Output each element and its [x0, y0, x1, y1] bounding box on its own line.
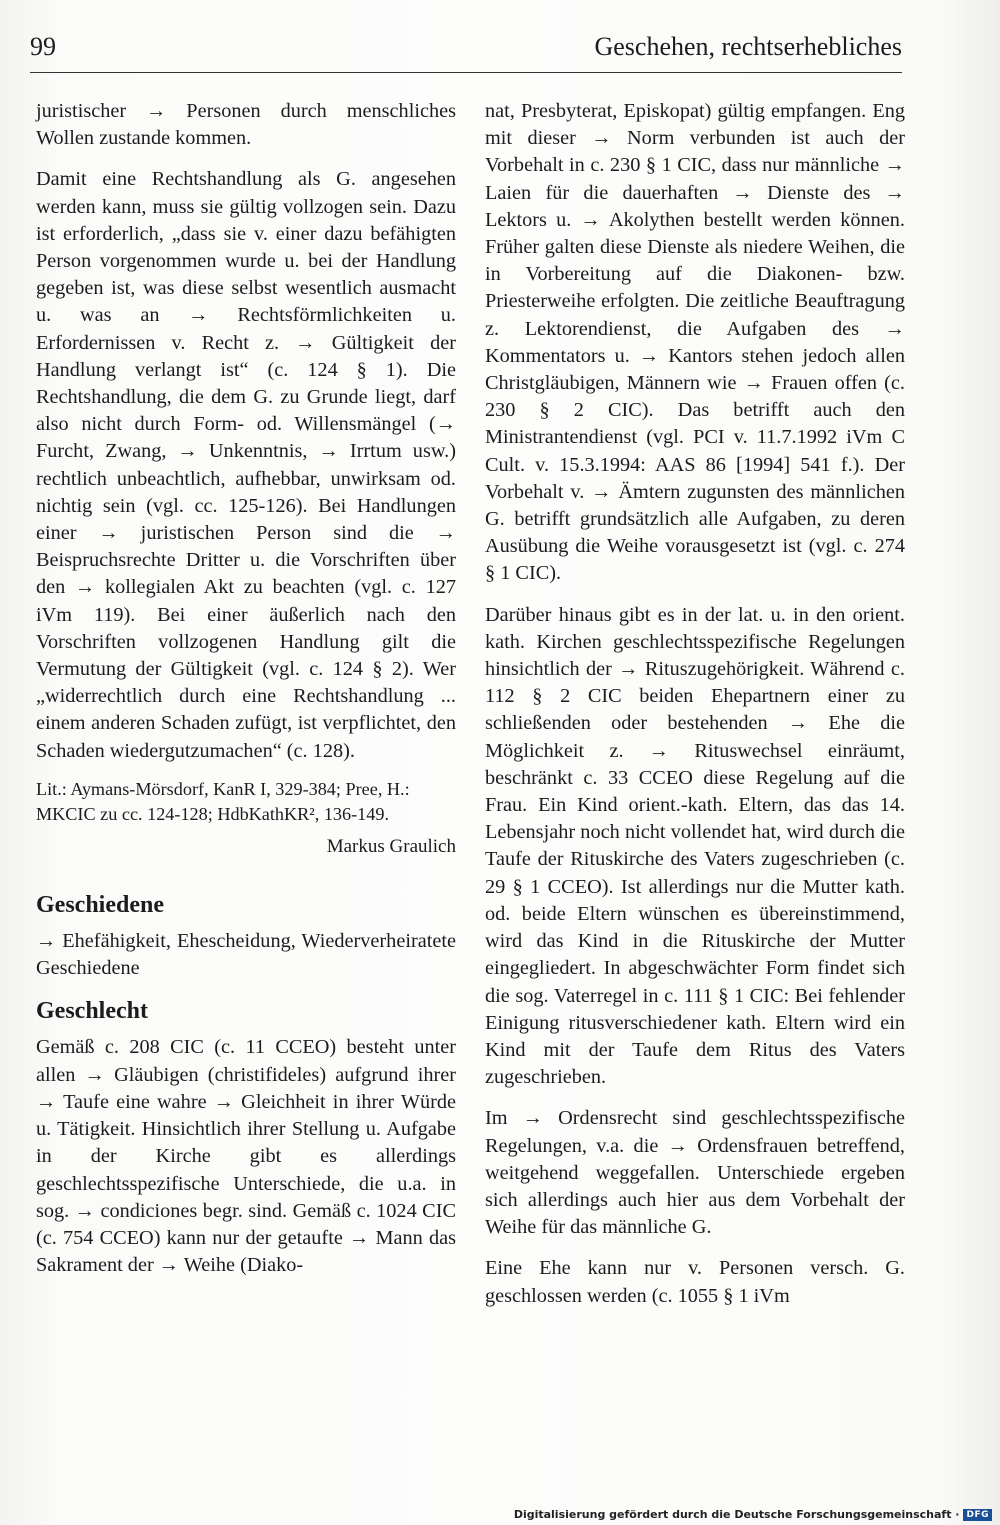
left-column [36, 98, 456, 1293]
literature-references: Lit.: Aymans-Mörsdorf, KanR I, 329-384; Pree, H.: MKCIC zu cc. 124-128; HdbKathKR², 136-149. [36, 778, 410, 824]
page-number: 99 [30, 32, 56, 61]
cross-reference: → Ehefähigkeit, Ehescheidung, Wiederverheiratete Geschiedene [36, 930, 456, 980]
right-column [485, 98, 905, 1324]
digitization-footer [514, 1508, 992, 1521]
author-name: Markus Graulich [326, 835, 456, 857]
paragraph: Damit eine Rechtshandlung als G. angesehen werden kann, muss sie gültig vollzogen sein. Dazu ist erforderlich, „dass sie v. einer dazu befähigten Person vorgenommen wurde u. bei der Handlung gegeben ist, was diese selbst wesentlich ausmacht u. was an → Rechtsförmlichkeiten u. Erfordernissen v. Recht z. → Gültigkeit der Handlung verlangt ist“ (c. 124 § 1). Die Rechtshandlung, die dem G. zu Grunde liegt, darf also nicht durch Form- od. Willensmängel (→ Furcht, Zwang, → Unkenntnis, → Irrtum usw.) rechtlich unbeachtlich, aufhebbar, unwirksam od. nichtig sein (vgl. cc. 125-126). Bei Handlungen einer → juristischen Person sind die → Beispruchsrechte Dritter u. die Vorschriften über den → kollegialen Akt zu beachten (vgl. c. 127 iVm 119). Bei einer äußerlich nach den Vorschriften vollzogenen Handlung gilt die Vermutung der Gültigkeit (vgl. c. 124 § 2). Wer „widerrechtlich durch eine Rechtshandlung ... einem anderen Schaden zufügt, ist verpflichtet, den Schaden wiedergutzumachen“ (c. 128). [36, 168, 456, 762]
dfg-logo: DFG [963, 1509, 992, 1521]
entry-heading-geschiedene: Geschiedene [36, 892, 164, 919]
paragraph: Gemäß c. 208 CIC (c. 11 CCEO) besteht unter allen → Gläubigen (christifideles) aufgrund ihrer → Taufe eine wahre → Gleichheit in ihrer Würde u. Tätigkeit. Hinsichtlich ihrer Stellung u. Aufgabe in der Kirche gibt es allerdings geschlechtsspezifische Unterschiede, die u.a. in sog. → condiciones begr. sind. Gemäß c. 1024 CIC (c. 754 CCEO) kann nur der getaufte → Mann das Sakrament der → Weihe (Diako- [36, 1036, 456, 1277]
entry-heading-geschlecht: Geschlecht [36, 998, 148, 1025]
footer-text: Digitalisierung gefördert durch die Deutsche Forschungsgemeinschaft · [513, 1508, 960, 1521]
paragraph: juristischer → Personen durch menschliches Wollen zustande kommen. [36, 100, 456, 150]
running-title: Geschehen, rechtserhebliches [594, 32, 902, 61]
paragraph: Eine Ehe kann nur v. Personen versch. G. geschlossen werden (c. 1055 § 1 iVm [485, 1257, 905, 1307]
paragraph: Darüber hinaus gibt es in der lat. u. in den orient. kath. Kirchen geschlechtsspezifische Regelungen hinsichtlich der → Rituszugehörigkeit. Während c. 112 § 2 CIC beiden Ehepartnern einer zu schließenden oder bestehenden → Ehe die Möglichkeit z. → Rituswechsel einräumt, beschränkt c. 33 CCEO diese Regelung auf die Frau. Ein Kind orient.-kath. Eltern, das das 14. Lebensjahr noch nicht vollendet hat, wird durch die Taufe der Rituskirche des Vaters zugeschrieben (c. 29 § 1 CCEO). Ist allerdings nur die Mutter kath. od. beide Eltern wünschen es übereinstimmend, wird das Kind in die Rituskirche der Mutter eingegliedert. In abgeschwächter Form findet sich die sog. Vaterregel in c. 111 § 1 CIC: Bei fehlender Einigung ritusverschiedener kath. Eltern wird ein Kind mit der Taufe dem Ritus des Vaters zugeschrieben. [485, 603, 905, 1089]
paragraph: nat, Presbyterat, Episkopat) gültig empfangen. Eng mit dieser → Norm verbunden ist auch der Vorbehalt in c. 230 § 1 CIC, dass nur männliche → Laien für die dauerhaften → Dienste des → Lektors u. → Akolythen bestellt werden können. Früher galten diese Dienste als niedere Weihen, die in Vorbereitung auf die Diakonen- bzw. Priesterweihe erfolgten. Die zeitliche Beauftragung z. Lektorendienst, die Aufgaben des → Kommentators u. → Kantors stehen jedoch allen Christgläubigen, Männern wie → Frauen offen (c. 230 § 2 CIC). Das betrifft auch den Ministrantendienst (vgl. PCI v. 11.7.1992 iVm C Cult. v. 15.3.1994: AAS 86 [1994] 541 f.). Der Vorbehalt v. → Ämtern zugunsten des männlichen G. betrifft grundsätzlich alle Aufgaben, zu deren Ausübung die Weihe vorausgesetzt ist (vgl. c. 274 § 1 CIC). [485, 100, 905, 585]
paragraph: Im → Ordensrecht sind geschlechtsspezifische Regelungen, v.a. die → Ordensfrauen betreffend, weitgehend weggefallen. Unterschiede ergeben sich allerdings auch hier aus dem Vorbehalt der Weihe für das männliche G. [485, 1107, 905, 1239]
page-header [30, 24, 902, 73]
